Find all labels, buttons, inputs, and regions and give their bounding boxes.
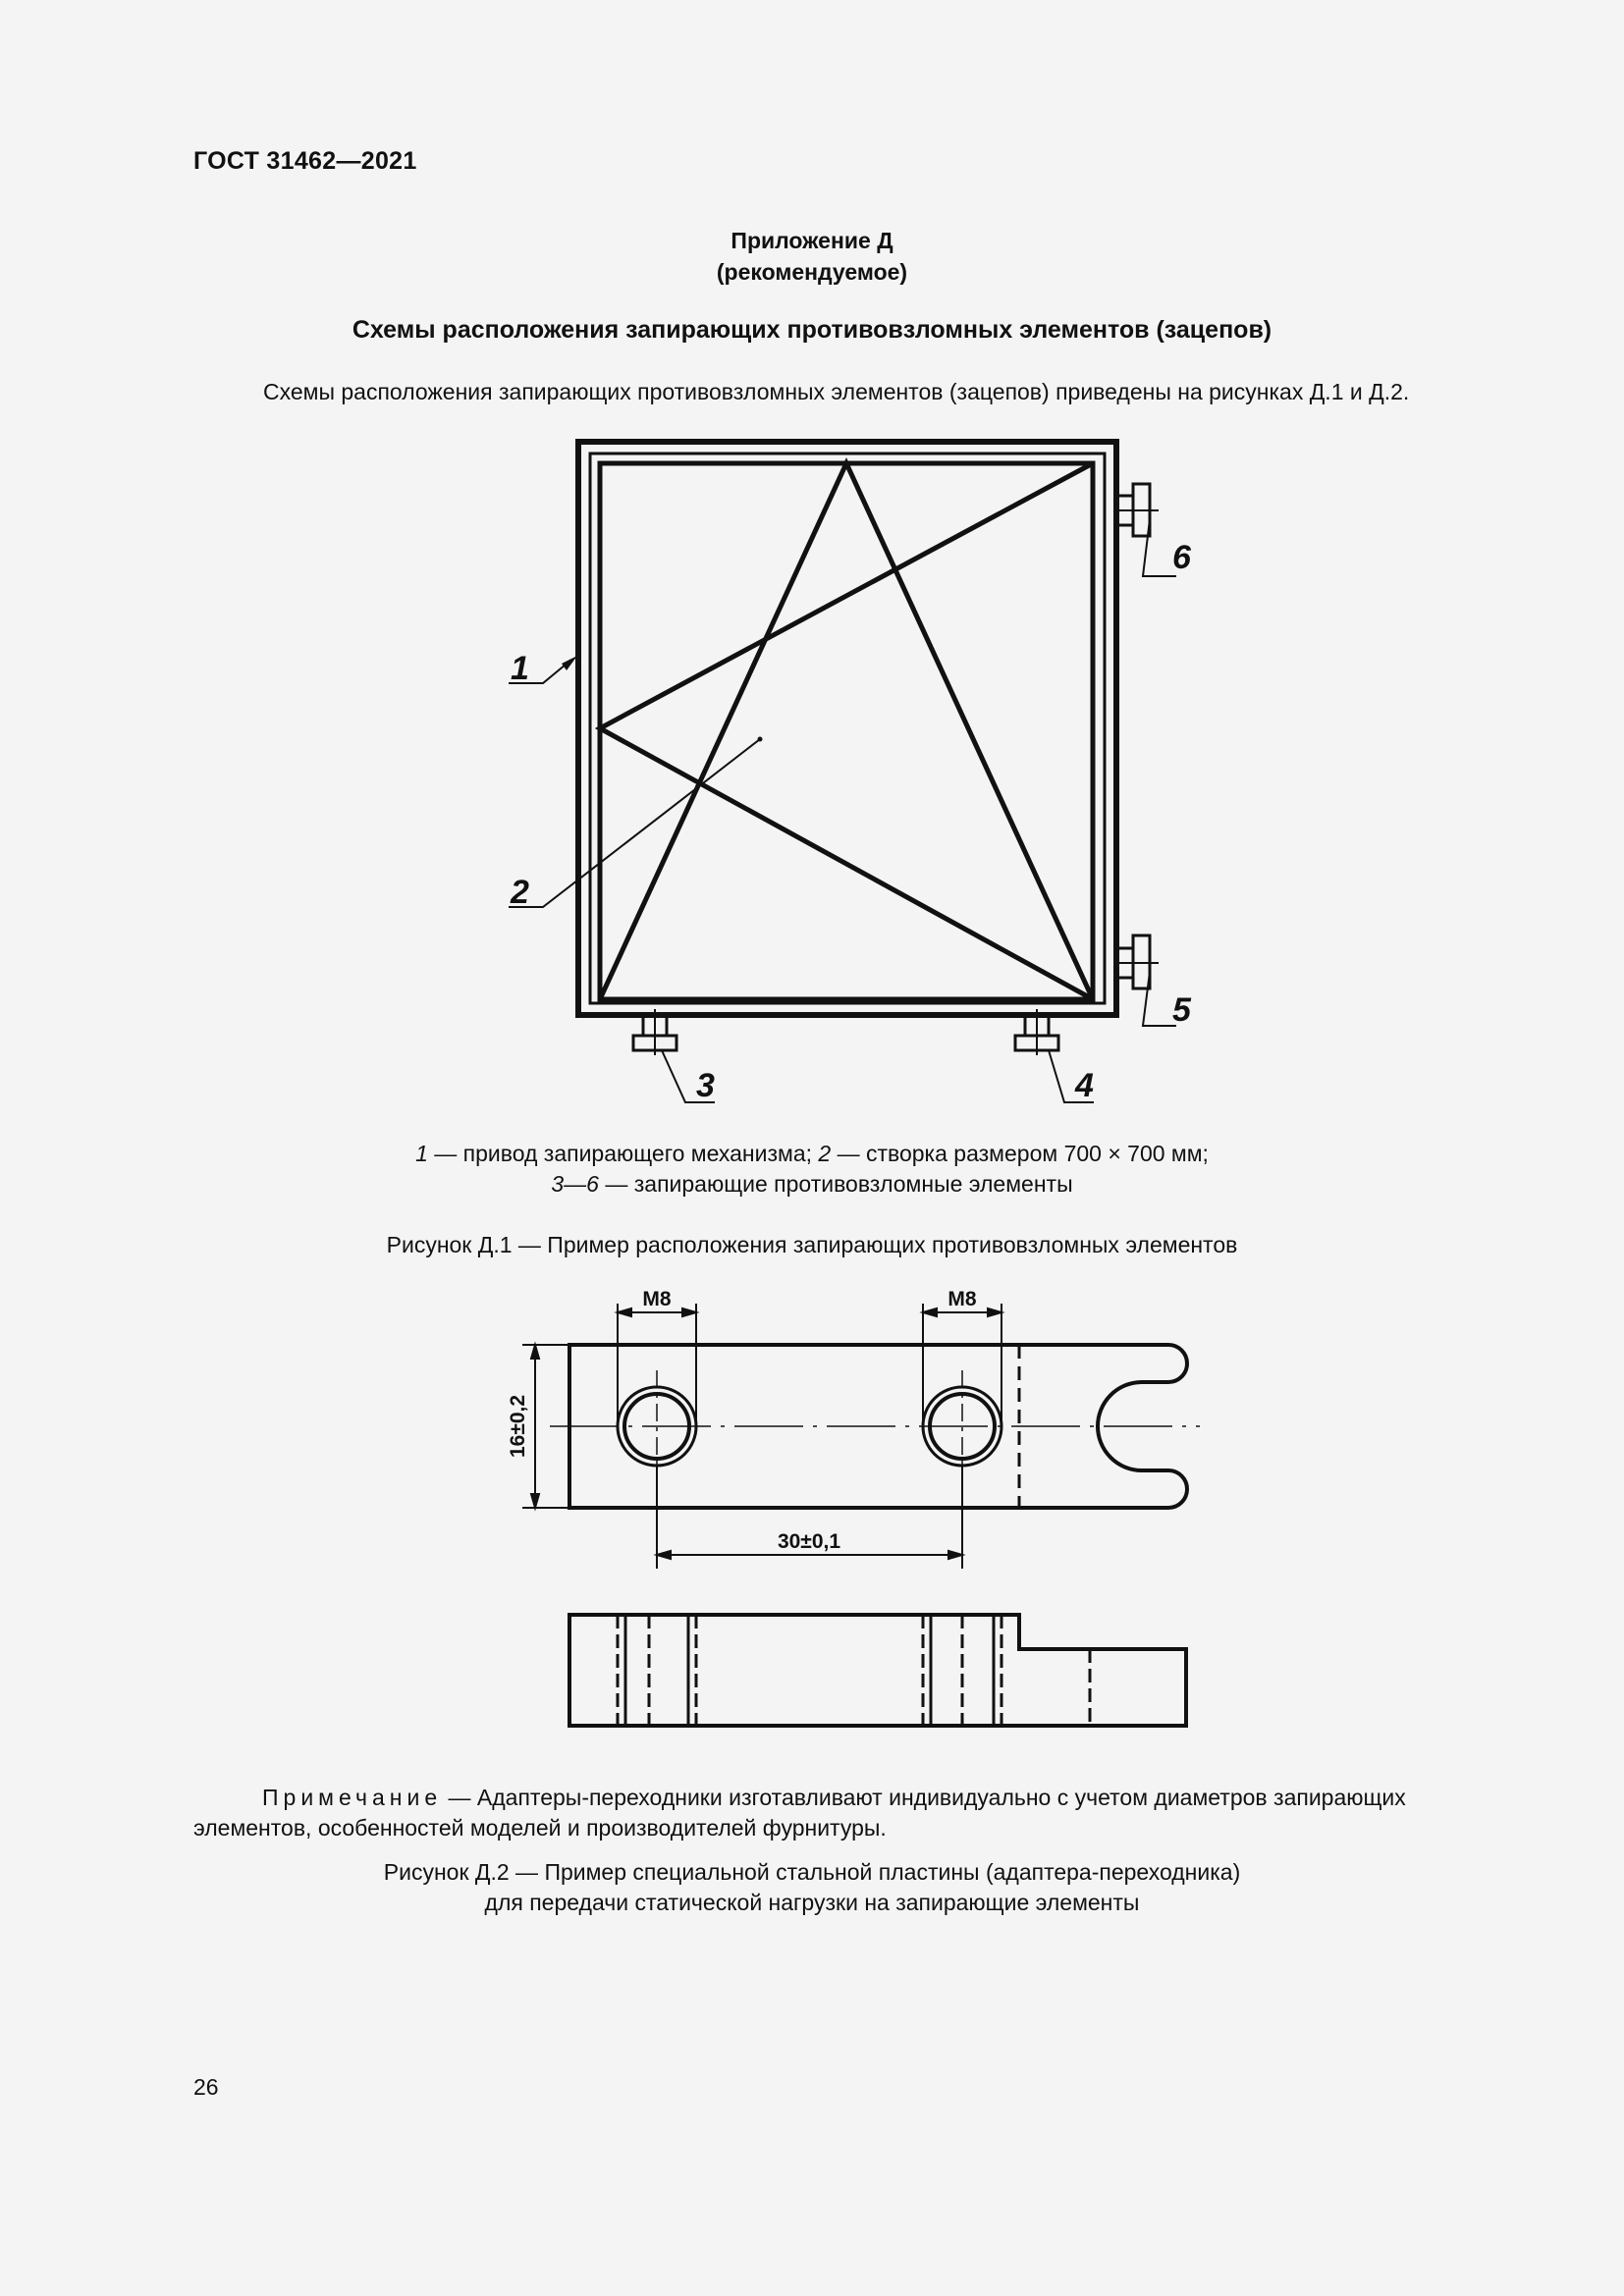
callout-6: 6	[1172, 539, 1191, 576]
callout-3: 3	[696, 1067, 715, 1104]
figure1-title: Рисунок Д.1 — Пример расположения запирающих противовзломных элементов	[386, 1232, 1238, 1257]
window-frame-outer	[578, 442, 1116, 1015]
page-number: 26	[193, 2074, 219, 2100]
appendix-title: Приложение Д	[731, 228, 893, 253]
figure2-title	[0, 1857, 1624, 1918]
appendix-subtitle: (рекомендуемое)	[716, 259, 908, 285]
figure1-legend-line1: 1 — привод запирающего механизма; 2 — створка размером 700 × 700 мм;	[415, 1141, 1209, 1166]
legend-num-range: 3—6	[551, 1171, 599, 1197]
callout-2-dot	[758, 737, 763, 742]
locking-element-6	[1116, 484, 1159, 536]
intro-paragraph: Схемы расположения запирающих противовзломных элементов (зацепов) приведены на рисунках Д.1 и Д.2.	[263, 379, 1410, 404]
callout-2: 2	[511, 874, 529, 911]
figure1-window-diagram	[509, 442, 1176, 1102]
tilt-opening-symbol	[600, 463, 1093, 999]
note-text: — Адаптеры-переходники изготавливают индивидуально с учетом диаметров запирающих элементов, особенностей моделей и производителей фурнитуры.	[193, 1785, 1406, 1841]
callout-5: 5	[1172, 991, 1191, 1029]
dim-spacing	[657, 1467, 962, 1569]
callout-1: 1	[511, 650, 529, 687]
figure2-adapter-plan-view	[522, 1304, 1200, 1569]
window-sash	[600, 463, 1093, 999]
callout-1-arrowhead	[562, 656, 577, 670]
window-frame-inner	[590, 454, 1105, 1003]
figure1-legend	[0, 1139, 1624, 1200]
adapter-side-outline	[569, 1615, 1186, 1726]
legend-num-2: 2	[818, 1141, 832, 1166]
figure2-title-line2: для передачи статической нагрузки на запирающие элементы	[484, 1890, 1140, 1915]
note-paragraph	[193, 1783, 1514, 1843]
turn-opening-symbol	[600, 463, 1093, 999]
dim-thread-left-label: М8	[642, 1288, 672, 1310]
dim-spacing-label: 30±0,1	[777, 1530, 841, 1553]
legend-num-1: 1	[415, 1141, 428, 1166]
figure2-title-line1: Рисунок Д.2 — Пример специальной стальной пластины (адаптера-переходника)	[383, 1859, 1241, 1885]
figure2-adapter-side-view	[569, 1615, 1186, 1726]
callout-4: 4	[1075, 1067, 1094, 1104]
dim-thread-right-label: М8	[947, 1288, 977, 1310]
dim-height-label: 16±0,2	[507, 1394, 529, 1459]
document-header: ГОСТ 31462—2021	[193, 147, 417, 175]
note-label: Примечание	[262, 1785, 443, 1810]
figure1-legend-line2: 3—6 — запирающие противовзломные элементы	[551, 1171, 1073, 1197]
locking-element-5	[1116, 935, 1159, 988]
section-title: Схемы расположения запирающих противовзломных элементов (зацепов)	[352, 316, 1272, 344]
